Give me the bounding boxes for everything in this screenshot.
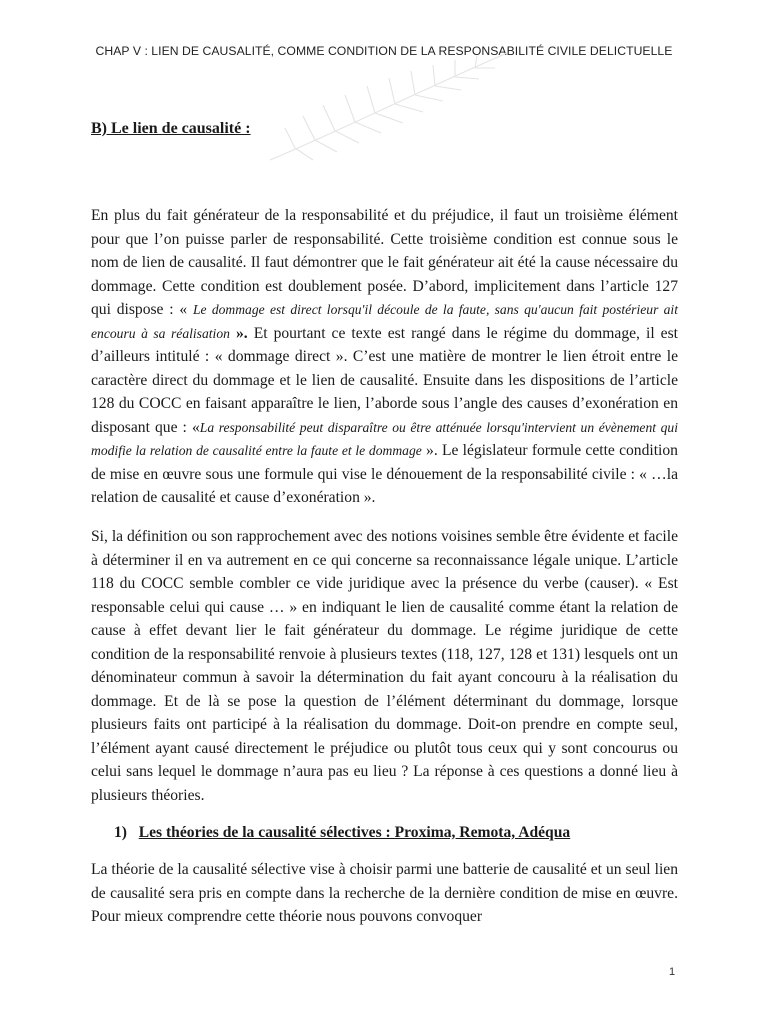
page-header: CHAP V : LIEN DE CAUSALITÉ, COMME CONDITION DE LA RESPONSABILITÉ CIVILE DELICTUELLE bbox=[95, 44, 673, 58]
page-number: 1 bbox=[669, 966, 676, 978]
section-heading: B) Le lien de causalité : bbox=[91, 120, 251, 137]
paragraph-3: La théorie de la causalité sélective vise à choisir parmi une batterie de causalité et un seul lien de causalité sera pris en compte dans la recherche de la dernière condition de mise en œuvre. Pour mieux comprendre cette théorie nous pouvons convoquer bbox=[91, 861, 678, 925]
article-127-quote: Le dommage est direct lorsqu'il découle de la faute, sans qu'aucun fait postérieur ait encouru à sa réalisation bbox=[91, 302, 678, 341]
quote-close-mark: ». bbox=[235, 324, 248, 342]
subsection-number: 1) bbox=[114, 824, 127, 841]
paragraph-2: Si, la définition ou son rapprochement avec des notions voisines semble être évidente et facile à déterminer il en va autrement en ce qui concerne sa reconnaissance légale unique. L’article 118 du COCC semble combler ce vide juridique avec la présence du verbe (causer). « Est responsable celui qui cause … » en indiquant le lien de causalité comme étant la relation de cause à effet devant lier le fait générateur du dommage. Le régime juridique de cette condition de la responsabilité renvoie à plusieurs textes (118, 127, 128 et 131) lesquels ont un dénominateur commun à savoir la détermination du fait ayant concouru à la réalisation du dommage. Et de là se pose la question de l’élément déterminant du dommage, lorsque plusieurs faits ont participé à la réalisation du dommage. Doit-on prendre en compte seul, l’élément ayant causé directement le préjudice ou plutôt tous ceux qui y sont concourus ou celui sans lequel le dommage n’aura pas eu lieu ? La réponse à ces questions a donné lieu à plusieurs théories. bbox=[91, 528, 678, 804]
paragraph-1-text-c: ». Le législateur formule cette condition de mise en œuvre sous une formule qui vise le dénouement de la responsabilité civile : « …la relation de causalité et cause d’exonération ». bbox=[91, 442, 678, 506]
article-128-quote: La responsabilité peut disparaître ou être atténuée lorsqu'intervient un évènement qui modifie la relation de causalité entre la faute et le dommage bbox=[91, 419, 678, 458]
paragraph-1 bbox=[91, 204, 678, 510]
subsection-heading bbox=[114, 824, 570, 842]
paragraph-1-text-a: En plus du fait générateur de la responsabilité et du préjudice, il faut un troisième élément pour que l’on puisse parler de responsabilité. Cette troisième condition est connue sous le nom de lien de causalité. Il faut démontrer que le fait générateur ait été la cause nécessaire du dommage. Cette condition est doublement posée. D’abord, implicitement dans l’article 127 qui dispose : « bbox=[91, 207, 678, 318]
subsection-title: Les théories de la causalité sélectives : Proxima, Remota, Adéqua bbox=[138, 824, 571, 841]
feather-watermark-icon bbox=[255, 48, 515, 168]
paragraph-1-text-b: Et pourtant ce texte est rangé dans le régime du dommage, il est d’ailleurs intitulé : « dommage direct ». C’est une matière de montrer le lien étroit entre le caractère direct du dommage et le lien de causalité. Ensuite dans les dispositions de l’article 128 du COCC en faisant apparaître le lien, l’aborde sous l’angle des causes d’exonération en disposant que : « bbox=[91, 324, 678, 436]
